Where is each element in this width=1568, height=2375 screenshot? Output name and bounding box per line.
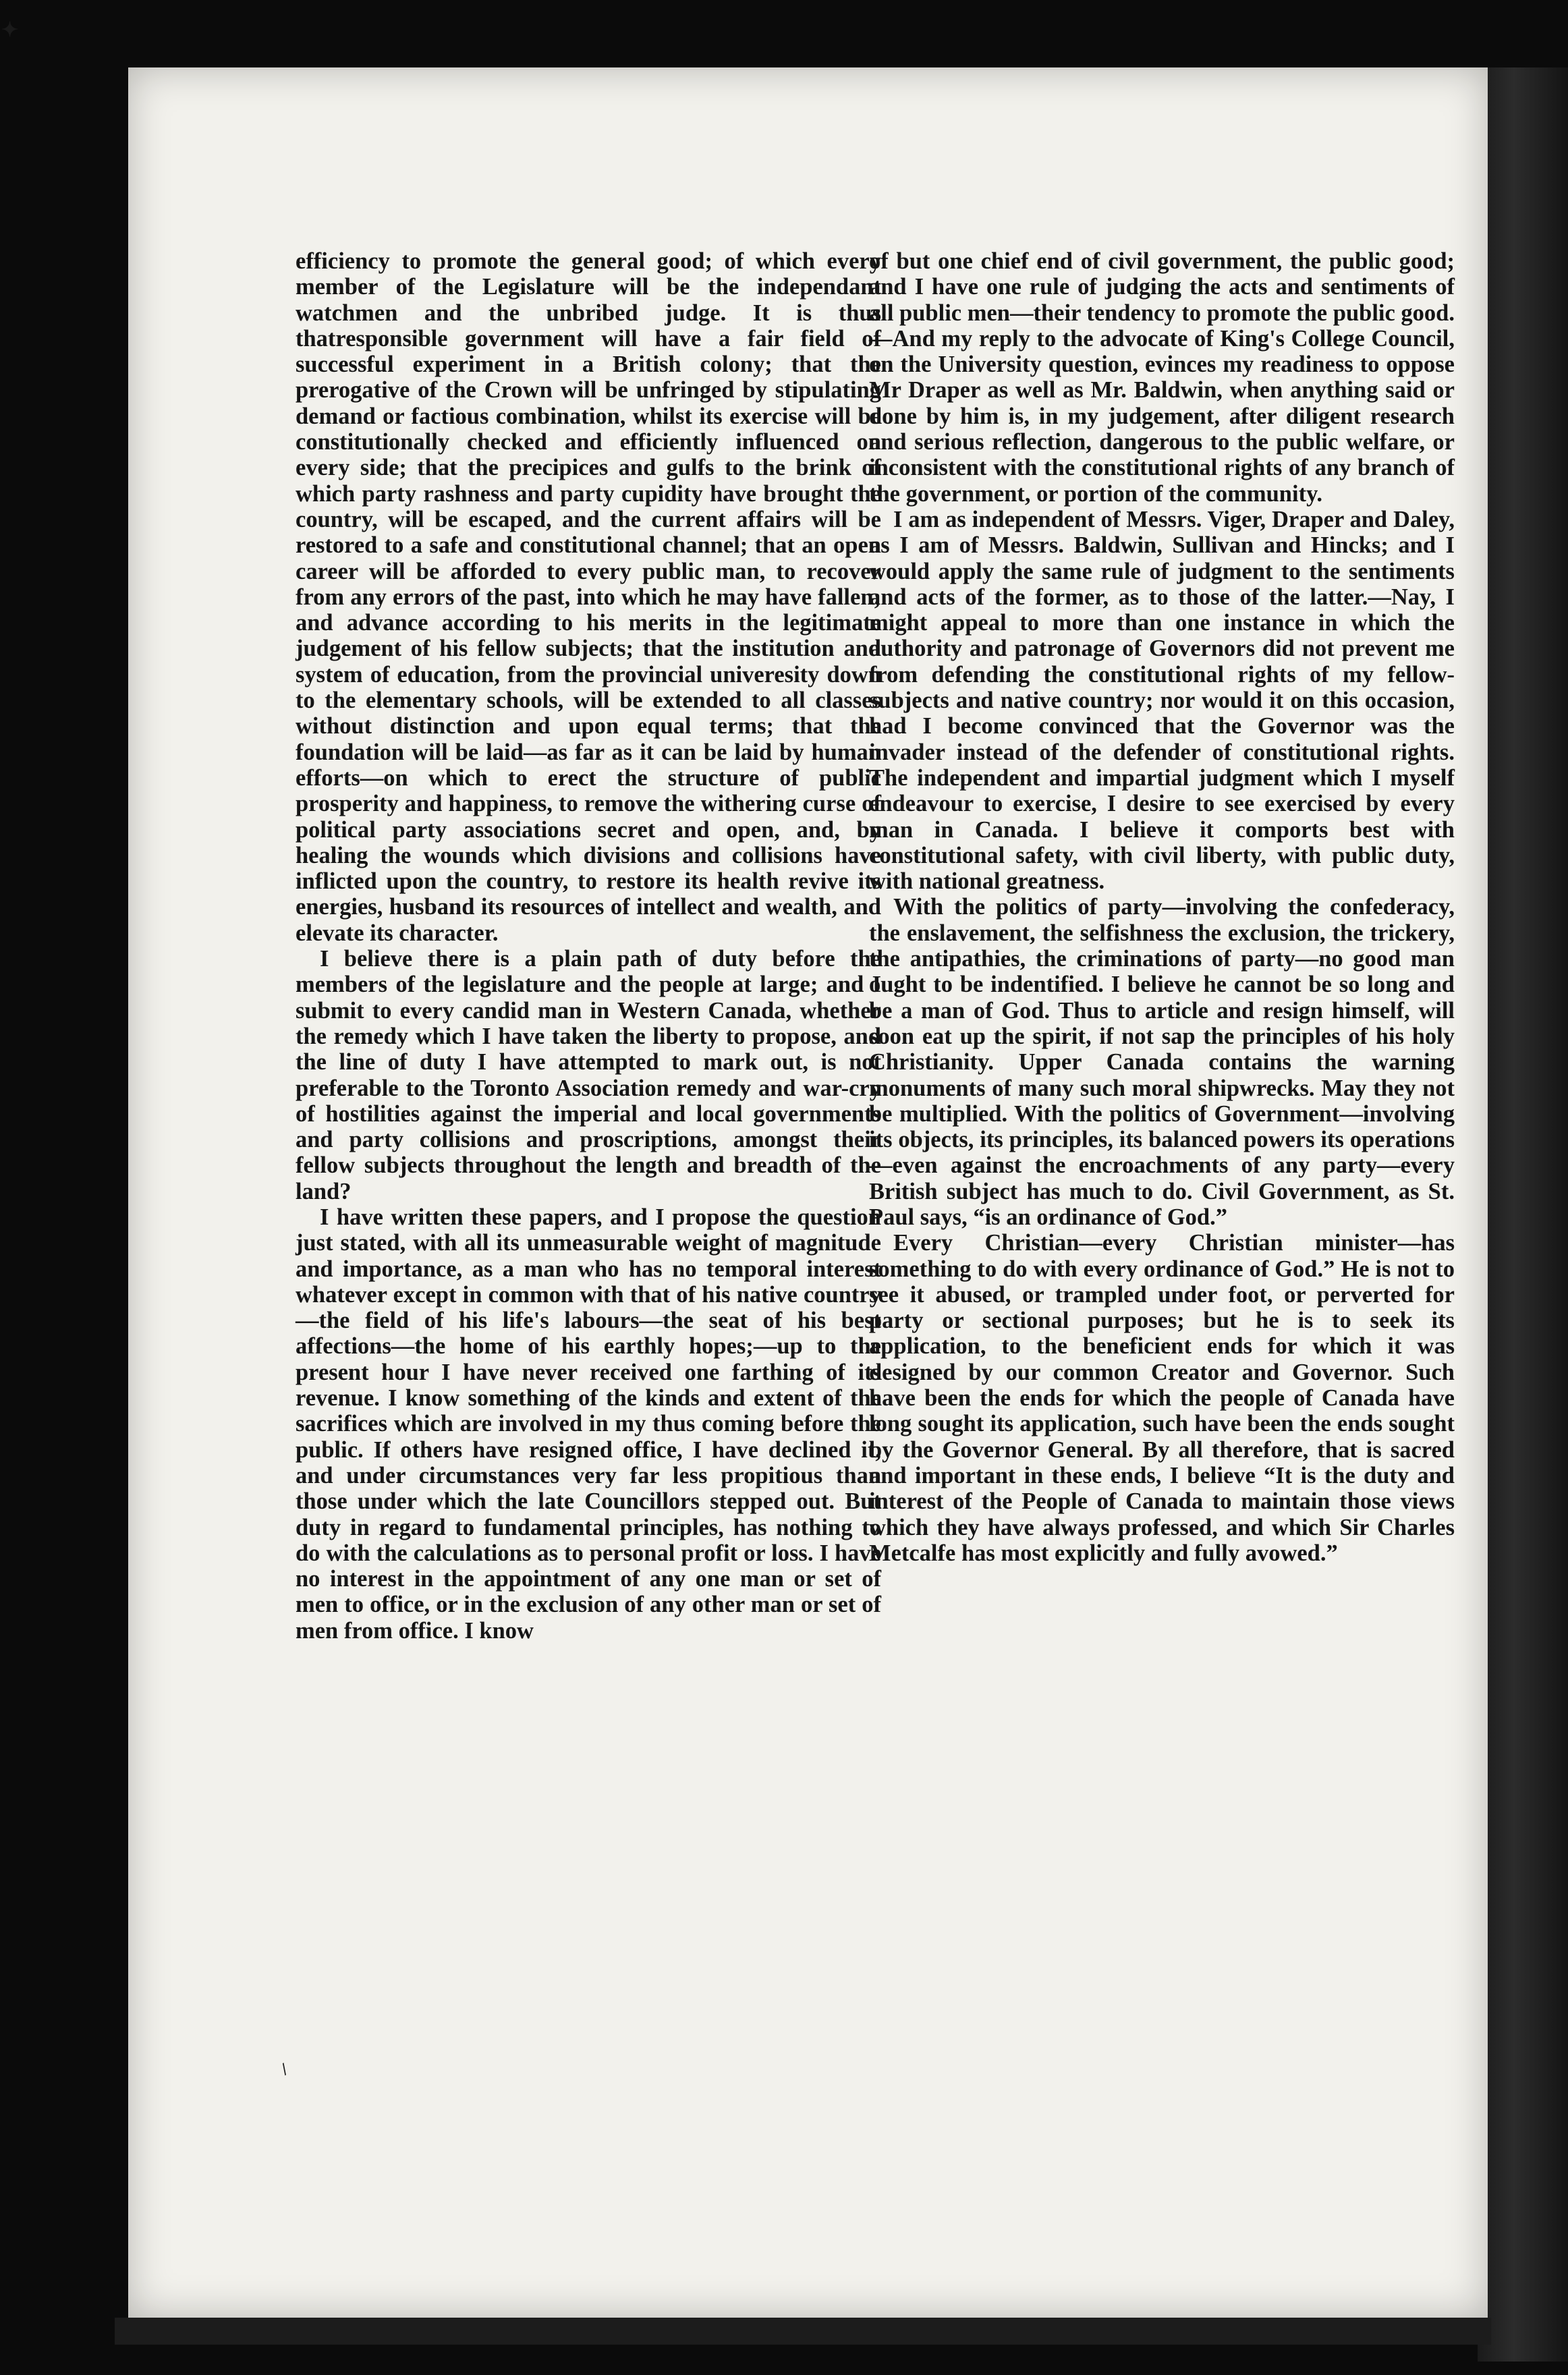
left-column xyxy=(296,248,881,1644)
paragraph: efficiency to promote the general good; of which every member of the Legislature will be the independant watchmen and the unbribed judge. It is thus thatresponsible government will have a fair field of successful experiment in a British colony; that the prerogative of the Crown will be unfringed by stipulating demand or factious combination, whilst its exercise will be constitutionally checked and efficiently influenced on every side; that the precipices and gulfs to the brink of which party rashness and party cupidity have brought the country, will be escaped, and the current affairs will be restored to a safe and constitutional channel; that an open career will be afforded to every public man, to recover from any errors of the past, into which he may have fallen; and advance according to his merits in the legitimate judgement of his fellow subjects; that the institution and system of education, from the provincial univeresity down to the elementary schools, will be extended to all classes without distinction and upon equal terms; that the foundation will be laid—as far as it can be laid by human efforts—on which to erect the structure of public prosperity and happiness, to remove the withering curse of political party associations secret and open, and, by healing the wounds which divisions and collisions have inflicted upon the country, to restore its health revive its energies, husband its resources of intellect and wealth, and elevate its character. xyxy=(296,248,881,946)
paragraph: I believe there is a plain path of duty before the members of the legislature and the people at large; and I submit to every candid man in Western Canada, whether the remedy which I have taken the liberty to propose, and the line of duty I have attempted to mark out, is not preferable to the Toronto Association remedy and war-cry of hostilities against the imperial and local governments and party collisions and proscriptions, amongst their fellow subjects throughout the length and breadth of the land? xyxy=(296,946,881,1204)
paragraph: I have written these papers, and I propose the question just stated, with all its unmeasurable weight of magnitude and importance, as a man who has no temporal interest whatever except in common with that of his native country—the field of his life's labours—the seat of his best affections—the home of his earthly hopes;—up to the present hour I have never received one farthing of its revenue. I know something of the kinds and extent of the sacrifices which are involved in my thus coming before the public. If others have resigned office, I have declined it, and under circumstances very far less propitious than those under which the late Councillors stepped out. But duty in regard to fundamental principles, has nothing to do with the calculations as to personal profit or loss. I have no interest in the appointment of any one man or set of men to office, or in the exclusion of any other man or set of men from office. I know xyxy=(296,1204,881,1644)
paragraph: I am as independent of Messrs. Viger, Draper and Daley, as I am of Messrs. Baldwin, Sullivan and Hincks; and I would apply the same rule of judgment to the sentiments and acts of the former, as to those of the latter.—Nay, I might appeal to more than one instance in which the authority and patronage of Governors did not prevent me from defending the constitutional rights of my fellow-subjects and native country; nor would it on this occasion, had I become convinced that the Governor was the invader instead of the defender of constitutional rights. The independent and impartial judgment which I myself endeavour to exercise, I desire to see exercised by every man in Canada. I believe it comports best with constitutional safety, with civil liberty, with public duty, with national greatness. xyxy=(869,506,1455,895)
paragraph: of but one chief end of civil government, the public good; and I have one rule of judging the acts and sentiments of all public men—their tendency to promote the public good.—And my reply to the advocate of King's College Council, on the University question, evinces my readiness to oppose Mr Draper as well as Mr. Baldwin, when anything said or done by him is, in my judgement, after diligent research and serious reflection, dangerous to the public welfare, or inconsistent with the constitutional rights of any branch of the government, or portion of the community. xyxy=(869,248,1455,507)
document-page xyxy=(128,67,1488,2318)
right-column xyxy=(869,248,1455,1566)
scan-border-bottom xyxy=(115,2318,1491,2345)
scan-border-right xyxy=(1478,67,1568,2362)
corner-mark: ✦ xyxy=(1,19,19,41)
stray-tick-mark: / xyxy=(277,2059,291,2079)
paragraph: With the politics of party—involving the confederacy, the enslavement, the selfishness the exclusion, the trickery, the antipathies, the criminations of party—no good man ought to be indentified. I believe he cannot be so long and be a man of God. Thus to article and resign himself, will soon eat up the spirit, if not sap the principles of his holy Christianity. Upper Canada contains the warning monuments of many such moral shipwrecks. May they not be multiplied. With the politics of Government—involving its objects, its principles, its balanced powers its operations—even against the encroachments of any party—every British subject has much to do. Civil Government, as St. Paul says, “is an ordinance of God.” xyxy=(869,894,1455,1230)
paragraph: Every Christian—every Christian minister—has something to do with every ordinance of God.” He is not to see it abused, or trampled under foot, or perverted for party or sectional purposes; but he is to seek its application, to the beneficient ends for which it was designed by our common Creator and Governor. Such have been the ends for which the people of Canada have long sought its application, such have been the ends sought by the Governor General. By all therefore, that is sacred and important in these ends, I believe “It is the duty and interest of the People of Canada to maintain those views which they have always professed, and which Sir Charles Metcalfe has most explicitly and fully avowed.” xyxy=(869,1230,1455,1566)
